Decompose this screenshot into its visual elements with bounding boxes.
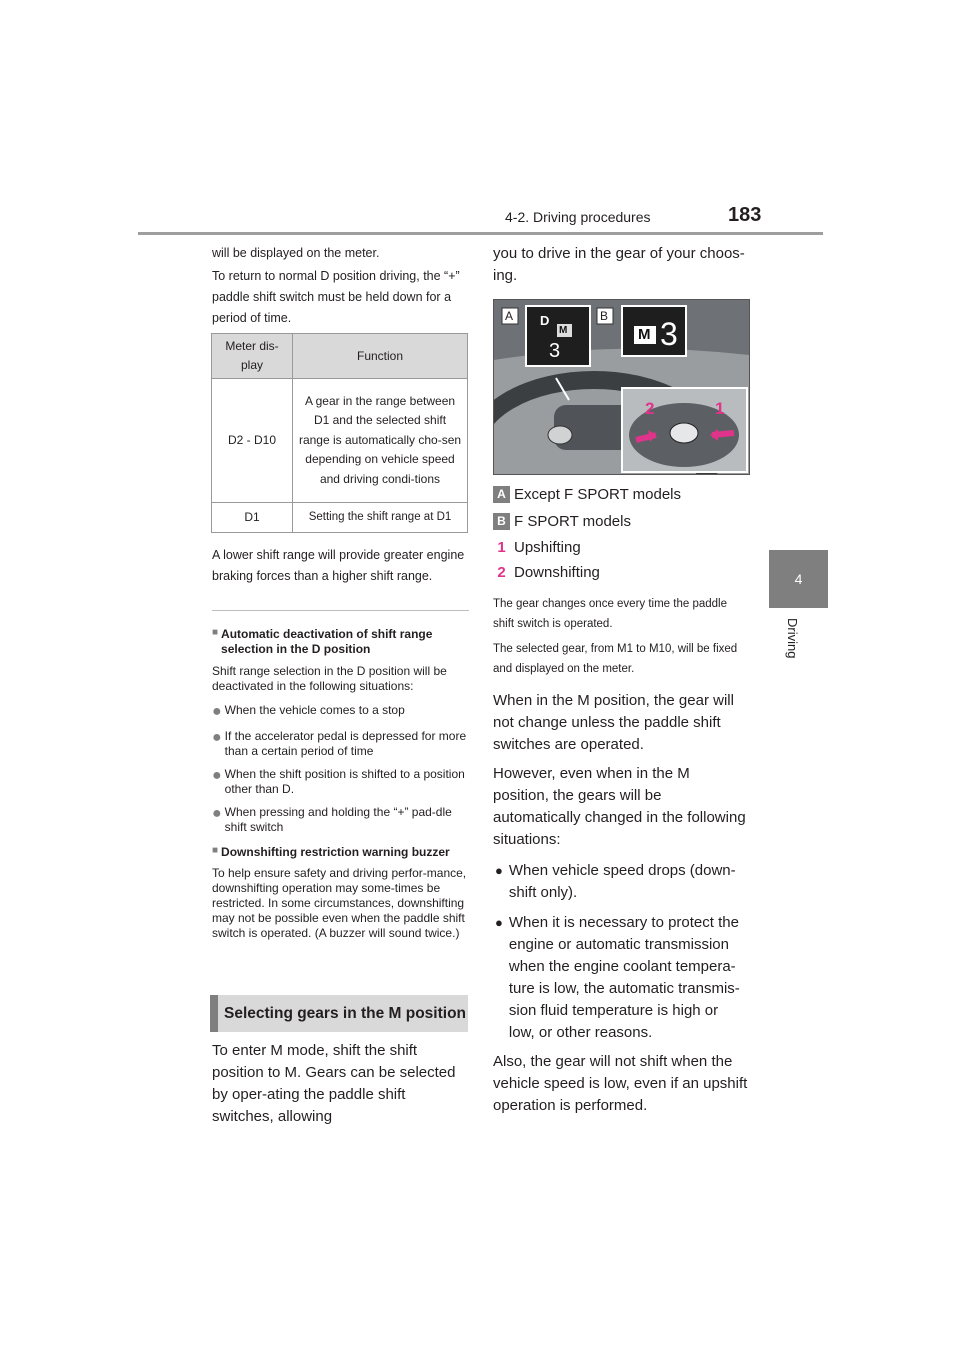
list-item: ● When the shift position is shifted to a position other than D. xyxy=(212,767,465,796)
after-table-text: A lower shift range will provide greater engine braking forces than a higher shift range. xyxy=(212,548,465,583)
section-heading-box xyxy=(210,995,468,1032)
meter-table-wrap xyxy=(211,333,468,533)
legend-number: 1 xyxy=(497,539,506,556)
section-header: 4-2. Driving procedures xyxy=(505,209,651,225)
intro-line-2: To return to normal D position driving, the “+” paddle shift switch must be held down for a period of time. xyxy=(212,269,460,325)
continuation-text: you to drive in the gear of your choos-ing. xyxy=(493,245,745,284)
inset-a-drive: D xyxy=(540,313,550,328)
after-table xyxy=(212,545,470,587)
meter-table xyxy=(211,333,468,533)
intro-line-1: will be displayed on the meter. xyxy=(212,246,380,260)
figure-label-b: B xyxy=(600,309,609,323)
inset-a-gear: 3 xyxy=(549,340,561,362)
page-number: 183 xyxy=(728,204,762,226)
callout-downshift: 2 xyxy=(645,399,655,418)
legend-badge: B xyxy=(493,513,510,530)
legend-item: A Except F SPORT models xyxy=(493,481,748,508)
figure-label-a: A xyxy=(505,309,514,323)
dot-bullet-icon: ● xyxy=(495,863,503,878)
para-1: When in the M position, the gear will not change unless the paddle shift switches are operated. xyxy=(493,692,734,753)
buzzer-heading xyxy=(212,845,470,860)
right-continuation xyxy=(493,243,748,287)
inset-a-mode: M xyxy=(559,325,568,336)
left-column xyxy=(212,243,470,329)
steering-wheel-illustration xyxy=(494,300,749,474)
section-body: To enter M mode, shift the shift position to M. Gears can be selected by oper-ating the paddle shift switches, allowing xyxy=(212,1042,456,1125)
dot-bullet-icon: ● xyxy=(212,805,222,822)
table-header-display: Meter dis-play xyxy=(212,334,293,379)
callout-upshift: 1 xyxy=(715,399,725,418)
dot-bullet-icon: ● xyxy=(212,703,222,720)
list-item: ● When it is necessary to protect the engine or automatic transmission when the engine coolant tempera-ture is low, the automatic transmis-sion fluid temperature is high or low, or other reasons. xyxy=(493,912,748,1044)
list-item: ● When vehicle speed drops (down-shift only). xyxy=(493,860,748,904)
header-rule xyxy=(138,232,823,235)
legend-item: B F SPORT models xyxy=(493,508,748,535)
auto-deactivation-intro: Shift range selection in the D position will be deactivated in the following situations: xyxy=(212,664,447,693)
legend-badge: A xyxy=(493,486,510,503)
chapter-label-wrap xyxy=(785,618,805,678)
chapter-tab xyxy=(769,550,828,608)
section-body-wrap xyxy=(212,1040,470,1128)
note-2: The selected gear, from M1 to M10, will be fixed and displayed on the meter. xyxy=(493,643,738,675)
inset-b-mode: M xyxy=(638,326,651,343)
auto-deactivation-section xyxy=(212,627,470,941)
note-1: The gear changes once every time the paddle shift switch is operated. xyxy=(493,598,727,630)
table-cell-display: D2 - D10 xyxy=(212,379,293,503)
list-item: ● If the accelerator pedal is depressed for more than a certain period of time xyxy=(212,729,467,758)
chapter-number: 4 xyxy=(794,571,803,587)
auto-deactivation-title: Automatic deactivation of shift range selection in the D position xyxy=(221,627,433,656)
chapter-label: Driving xyxy=(785,618,800,659)
legend-item: 2 Downshifting xyxy=(493,560,748,585)
inset-b-gear: 3 xyxy=(660,316,678,352)
section-heading: Selecting gears in the M position xyxy=(224,1004,467,1022)
figure-legend xyxy=(493,481,748,1117)
para-3: Also, the gear will not shift when the vehicle speed is low, even if an upshift operation is performed. xyxy=(493,1053,748,1114)
buzzer-title: Downshifting restriction warning buzzer xyxy=(221,845,450,859)
table-cell-display: D1 xyxy=(212,503,293,533)
paddle-shift-figure xyxy=(493,299,750,475)
dot-bullet-icon: ● xyxy=(495,915,503,930)
legend-item: 1 Upshifting xyxy=(493,535,748,560)
dot-bullet-icon: ● xyxy=(212,767,222,784)
legend-number: 2 xyxy=(497,564,506,581)
table-cell-function: Setting the shift range at D1 xyxy=(293,503,468,533)
list-item: ● When pressing and holding the “+” pad-dle shift switch xyxy=(212,805,452,834)
table-header-function: Function xyxy=(293,334,468,379)
buzzer-body: To help ensure safety and driving perfor-mance, downshifting operation may some-times be restricted. In some circumstances, downshifting may not be possible even when the paddle shift switch is operated. (A buzzer will sound twice.) xyxy=(212,866,467,940)
list-item: ● When the vehicle comes to a stop xyxy=(212,703,405,720)
table-cell-function: A gear in the range between D1 and the selected shift range is automatically cho-sen depending on vehicle speed and driving condi-tions xyxy=(293,379,468,503)
square-bullet-icon: ■ xyxy=(212,845,219,856)
separator xyxy=(212,610,469,611)
dot-bullet-icon: ● xyxy=(212,729,222,746)
para-2: However, even when in the M position, the gears will be automatically changed in the following situations: xyxy=(493,765,746,848)
square-bullet-icon: ■ xyxy=(212,627,219,638)
